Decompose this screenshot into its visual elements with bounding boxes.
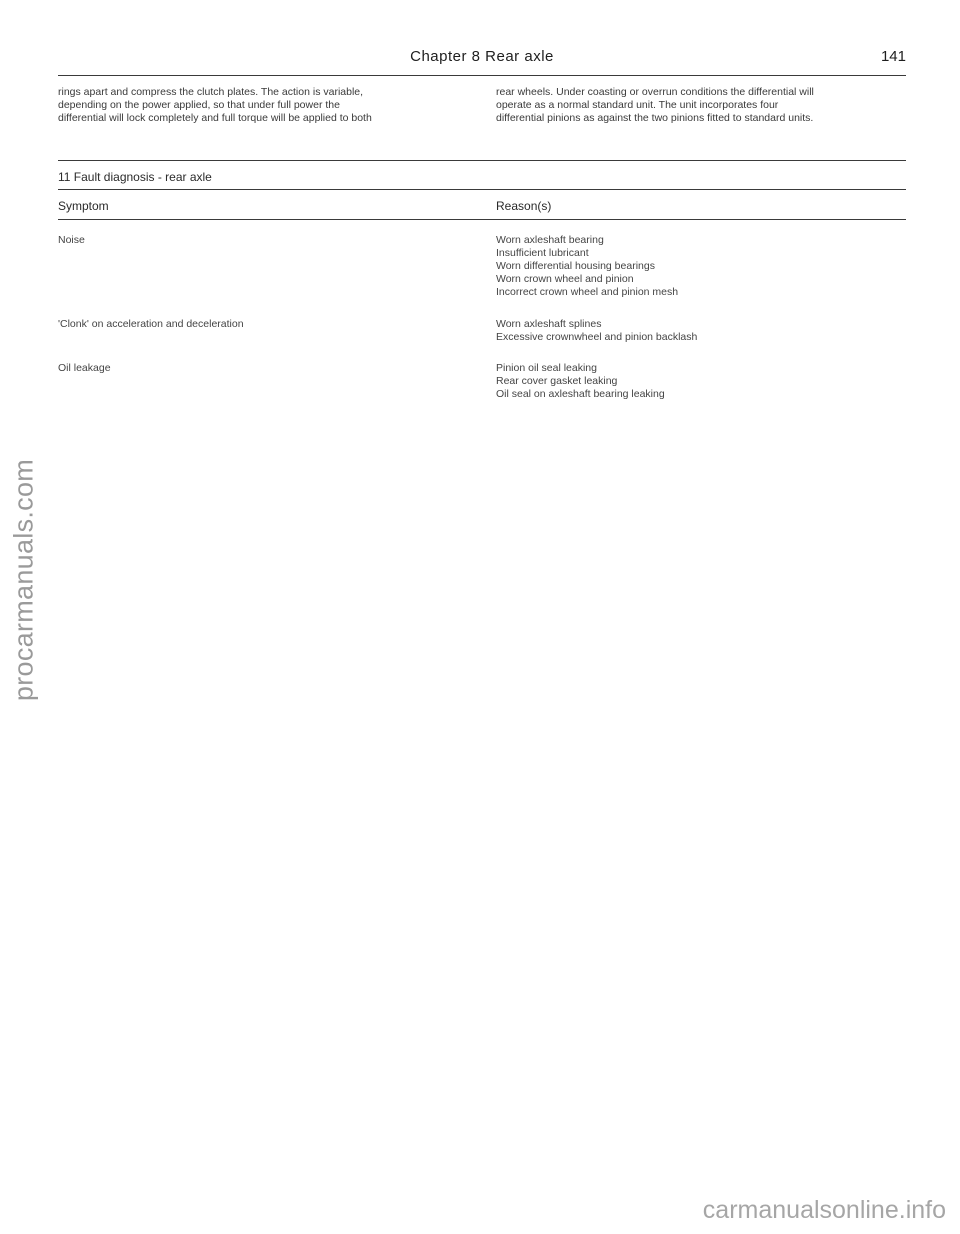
side-watermark xyxy=(4,430,44,730)
bottom-watermark: carmanualsonline.info xyxy=(702,1196,946,1224)
section-title: 11 Fault diagnosis - rear axle xyxy=(58,170,212,184)
reasons-cell xyxy=(496,234,906,299)
text-line: differential will lock completely and full torque will be applied to both xyxy=(58,112,372,124)
text-line: depending on the power applied, so that under full power the xyxy=(58,99,340,111)
reasons-cell xyxy=(496,362,906,401)
text-line: differential pinions as against the two pinions fitted to standard units. xyxy=(496,112,814,124)
page-number: 141 xyxy=(880,48,906,65)
symptom-cell: Oil leakage xyxy=(58,362,111,374)
body-text-left xyxy=(58,86,458,125)
reasons-cell xyxy=(496,318,906,344)
reason-item: Worn crown wheel and pinion xyxy=(496,273,634,285)
table-header-rule xyxy=(58,219,906,220)
reason-item: Worn axleshaft bearing xyxy=(496,234,604,246)
symptom-cell: Noise xyxy=(58,234,85,246)
section-rule-top xyxy=(58,160,906,161)
text-line: rear wheels. Under coasting or overrun conditions the differential will xyxy=(496,86,814,98)
symptom-column-header: Symptom xyxy=(58,199,109,213)
chapter-title: Chapter 8 Rear axle xyxy=(410,48,554,65)
reason-item: Worn axleshaft splines xyxy=(496,318,602,330)
reason-item: Insufficient lubricant xyxy=(496,247,589,259)
symptom-cell: 'Clonk' on acceleration and deceleration xyxy=(58,318,244,330)
reason-item: Excessive crownwheel and pinion backlash xyxy=(496,331,698,343)
section-rule-mid xyxy=(58,189,906,190)
reason-item: Oil seal on axleshaft bearing leaking xyxy=(496,388,665,400)
reason-item: Incorrect crown wheel and pinion mesh xyxy=(496,286,679,298)
header-rule xyxy=(58,75,906,76)
body-text-right xyxy=(496,86,906,125)
reason-column-header: Reason(s) xyxy=(496,199,552,213)
reason-item: Rear cover gasket leaking xyxy=(496,375,618,387)
page-header xyxy=(58,48,906,74)
text-line: rings apart and compress the clutch plates. The action is variable, xyxy=(58,86,364,98)
side-watermark-text: procarmanuals.com xyxy=(8,458,39,702)
reason-item: Worn differential housing bearings xyxy=(496,260,655,272)
text-line: operate as a normal standard unit. The unit incorporates four xyxy=(496,99,779,111)
reason-item: Pinion oil seal leaking xyxy=(496,362,597,374)
